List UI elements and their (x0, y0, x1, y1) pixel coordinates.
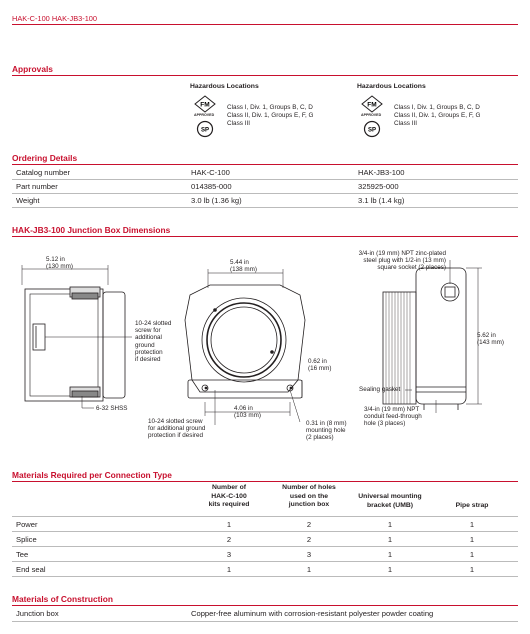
approval-title: Hazardous Locations (190, 83, 259, 90)
material-cell: 1 (387, 550, 393, 559)
fm-approved-icon (361, 95, 383, 113)
col-header-line: Number of holes (282, 484, 336, 491)
csa-mark: SP (200, 127, 210, 134)
note-gasket: Sealing gasket (359, 386, 401, 393)
junction-box-drawing (0, 240, 530, 460)
material-cell: 1 (469, 565, 475, 574)
note-line: steel plug with 1/2-in (13 mm) (363, 257, 446, 265)
material-cell: 1 (469, 550, 475, 559)
construction-value: Copper-free aluminum with corrosion-resistant polyester powder coating (191, 609, 434, 618)
note-mounting-hole (306, 420, 347, 442)
note-plug (330, 250, 446, 272)
note-line: protection (135, 348, 163, 356)
note-line: mounting hole (306, 427, 346, 435)
material-cell: 1 (387, 520, 393, 529)
col-header-line: Universal mounting (358, 493, 422, 500)
construction-label: Junction box (16, 609, 59, 618)
dim-width-front (230, 259, 257, 273)
col-header-holes (270, 484, 348, 510)
col-header-pipe-strap (434, 502, 510, 511)
note-line: conduit feed-through (364, 413, 422, 421)
approval-title: Hazardous Locations (357, 83, 426, 90)
construction-header: Materials of Construction (12, 594, 518, 606)
material-row-label: Tee (16, 550, 29, 559)
fm-mark: FM (367, 101, 377, 109)
dimensions-header: HAK-JB3-100 Junction Box Dimensions (12, 225, 518, 237)
material-cell: 1 (306, 565, 312, 574)
material-row-label: Splice (16, 535, 37, 544)
dim-flange (308, 358, 331, 372)
fm-sub: APPROVED (194, 113, 215, 117)
material-row-label: End seal (16, 565, 46, 574)
fm-sub: APPROVED (361, 113, 382, 117)
note-feed-through (364, 406, 422, 428)
row-divider (12, 531, 518, 532)
material-cell: 2 (306, 535, 312, 544)
material-cell: 1 (469, 520, 475, 529)
col-header-line: used on the (289, 492, 329, 500)
row-divider (12, 621, 518, 622)
ordering-value-b: 325925-000 (358, 182, 399, 191)
note-slotted-screw-2 (148, 418, 205, 440)
note-line: 3/4-in (19 mm) NPT zinc-plated (358, 250, 446, 257)
note-line: hole (3 places) (364, 420, 406, 428)
ordering-value-b: HAK-JB3-100 (358, 168, 405, 177)
note-line: protection if desired (148, 432, 203, 440)
approval-line: Class I, Div. 1, Groups B, C, D (394, 104, 480, 111)
materials-header: Materials Required per Connection Type (12, 470, 518, 482)
dim-value: 4.06 in (234, 405, 253, 412)
row-divider (12, 546, 518, 547)
col-header-umb (348, 493, 432, 510)
csa-icon (196, 120, 214, 138)
col-header-line: bracket (UMB) (366, 501, 414, 509)
row-divider (12, 179, 518, 180)
row-divider (12, 516, 518, 517)
dim-value: 5.62 in (477, 332, 496, 339)
row-divider (12, 561, 518, 562)
material-cell: 1 (226, 565, 232, 574)
ordering-value-a: 3.0 lb (1.36 kg) (191, 196, 242, 205)
note-line: for additional ground (148, 425, 206, 433)
top-rule (12, 24, 518, 25)
material-cell: 1 (387, 535, 393, 544)
ordering-header: Ordering Details (12, 153, 518, 165)
approval-line: Class III (394, 120, 418, 127)
note-line: (2 places) (306, 434, 334, 442)
row-divider (12, 207, 518, 208)
approvals-header: Approvals (12, 64, 518, 76)
col-header-line: HAK-C-100 (211, 492, 247, 500)
fm-approved-icon (194, 95, 216, 113)
dim-value: 0.62 in (308, 358, 327, 365)
dim-hole-spacing (234, 405, 261, 419)
dim-value: (130 mm) (46, 263, 73, 271)
approval-line: Class II, Div. 1, Groups E, F, G (227, 112, 314, 119)
row-divider (12, 576, 518, 577)
note-line: 3/4-in (19 mm) NPT (364, 406, 420, 413)
col-header-line: Pipe strap (455, 502, 489, 509)
ordering-value-a: HAK-C-100 (191, 168, 230, 177)
ordering-value-a: 014385-000 (191, 182, 232, 191)
ordering-label: Weight (16, 196, 40, 205)
approval-column-2 (357, 83, 507, 134)
note-line: square socket (2 places) (377, 264, 446, 272)
approval-line: Class II, Div. 1, Groups E, F, G (394, 112, 481, 119)
fm-mark: FM (200, 101, 210, 109)
note-shss: 6-32 SHSS (96, 405, 128, 412)
row-divider (12, 193, 518, 194)
material-cell: 1 (469, 535, 475, 544)
ordering-value-b: 3.1 lb (1.4 kg) (358, 196, 405, 205)
note-line: screw for (135, 327, 161, 335)
approval-line: Class III (227, 120, 251, 127)
material-cell: 3 (306, 550, 312, 559)
material-cell: 2 (226, 535, 232, 544)
note-line: additional (135, 334, 162, 342)
note-line: if desired (135, 356, 161, 364)
material-cell: 3 (226, 550, 232, 559)
note-slotted-screw-1 (135, 320, 171, 363)
approval-column-1 (190, 83, 330, 134)
col-header-line: kits required (208, 501, 250, 508)
dim-height (477, 332, 504, 346)
top-reference: HAK-C-100 HAK-JB3-100 (12, 14, 98, 23)
ordering-label: Part number (16, 182, 58, 191)
col-header-line: junction box (288, 501, 330, 508)
dim-value: (138 mm) (230, 266, 257, 274)
material-cell: 2 (306, 520, 312, 529)
material-cell: 1 (387, 565, 393, 574)
dim-value: (103 mm) (234, 412, 261, 420)
note-line: 10-24 slotted (135, 320, 172, 327)
csa-mark: SP (367, 127, 377, 134)
note-line: 10-24 slotted screw (148, 418, 203, 425)
approval-line: Class I, Div. 1, Groups B, C, D (227, 104, 313, 111)
col-header-line: Number of (212, 484, 246, 491)
ordering-label: Catalog number (16, 168, 71, 177)
col-header-kits (190, 484, 268, 510)
material-row-label: Power (16, 520, 38, 529)
material-cell: 1 (226, 520, 232, 529)
dim-value: 5.44 in (230, 259, 249, 266)
dim-value: (143 mm) (477, 339, 504, 347)
dim-value: (16 mm) (308, 365, 332, 373)
dim-width-side (46, 256, 73, 270)
note-line: ground (135, 341, 155, 349)
dim-value: 5.12 in (46, 256, 65, 263)
note-line: 0.31 in (8 mm) (306, 420, 347, 427)
csa-icon (363, 120, 381, 138)
